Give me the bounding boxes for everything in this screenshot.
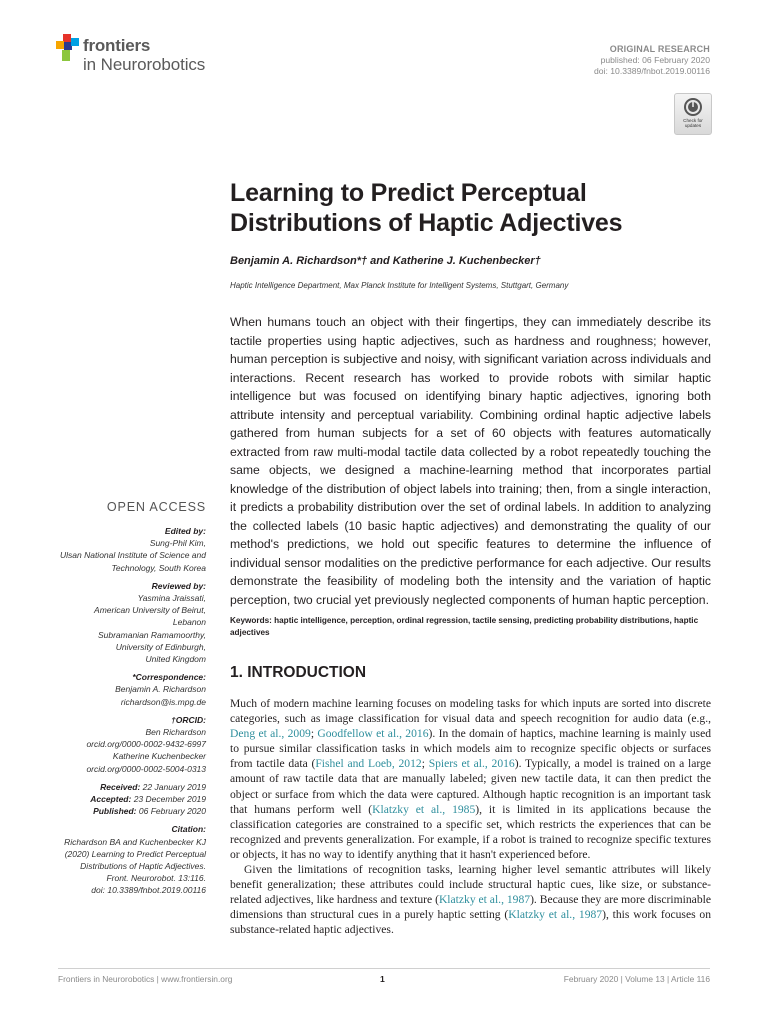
correspondence-list — [0, 683, 206, 707]
orcid-list — [0, 726, 206, 775]
section-heading: 1. INTRODUCTION — [230, 664, 367, 681]
citation-link[interactable]: Fishel and Loeb, 2012 — [315, 757, 422, 771]
correspondence-label: *Correspondence: — [132, 672, 206, 683]
body-paragraph: Much of modern machine learning focuses on modeling tasks for which inputs are sorted into discrete categories, such as image classification for visual data and speech recognition for audio data (e.g., Deng et al., 2009; Goodfellow et al., 2016). In the domain of haptics, machine learning is mainly used to pursue similar classification tasks in which models aim to recognize specific objects or surfaces from tactile data (Fishel and Loeb, 2012; Spiers et al., 2016). Typically, a model is trained on a large amount of raw tactile data that are manually labeled; given new tactile data, it can then predict the object or surface from which the data were captured. Although haptic recognition is an important task that humans perform well (Klatzky et al., 1985), it is limited in its applications because the classification categories are constrained to a specific set, which restricts the experiences that can be recognized and prevents generalization. For example, if a robot is trained to recognize specific textures or objects, it has no way to identify anything that it hasn't experienced before. — [230, 697, 712, 861]
sidebar-line: Richardson BA and Kuchenbecker KJ — [64, 836, 206, 847]
journal-brand: frontiers — [83, 36, 151, 55]
check-for-updates-label: Check for updates — [683, 118, 703, 128]
published-date: published: 06 February 2020 — [600, 55, 710, 65]
sidebar-line: University of Edinburgh, — [115, 641, 206, 652]
sidebar-line: doi: 10.3389/fnbot.2019.00116 — [91, 885, 206, 896]
abstract: When humans touch an object with their fingertips, they can immediately describe its tactile properties using haptic adjectives, such as hardness and roughness; however, human perception is subjective and noisy, with significant variation across individuals and interactions. Recent research has worked to provide robots with similar haptic intelligence but was focused on identifying binary haptic adjectives, ignoring both attribute intensity and perceptual variability. Combining ordinal haptic adjective labels gathered from human subjects for a set of 60 objects with features automatically extracted from raw multi-modal tactile data collected by a robot repeatedly touching the same objects, we designed a machine-learning method that incorporates partial knowledge of the distribution of object labels into training; then, from a single interaction, it predicts a probability distribution over the set of ordinal labels. In addition to analyzing the collected labels (10 basic haptic adjectives) and demonstrating the quality of our method's predictions, we hold out specific features to determine the influence of individual sensor modalities on the predictive performance for each adjective. Our results demonstrate the feasibility of modeling both the intensity and the variation of haptic perception, two crucial yet previously neglected components of human haptic perception. — [230, 315, 711, 607]
article-type: ORIGINAL RESEARCH — [609, 44, 710, 54]
citation-text — [0, 836, 206, 897]
citation-link[interactable]: Deng et al., 2009 — [230, 727, 311, 741]
open-access-label: OPEN ACCESS — [106, 500, 206, 514]
check-for-updates-icon — [683, 97, 703, 117]
received-date: Received: 22 January 2019 — [100, 781, 206, 792]
accepted-date: Accepted: 23 December 2019 — [90, 794, 206, 805]
sidebar-line: orcid.org/0000-0002-5004-0313 — [86, 763, 206, 774]
sidebar-line: richardson@is.mpg.de — [120, 696, 206, 707]
edited-by-label: Edited by: — [164, 526, 206, 536]
citation-link[interactable]: Spiers et al., 2016 — [428, 757, 515, 771]
sidebar-line: United Kingdom — [145, 654, 206, 665]
sidebar-line: Subramanian Ramamoorthy, — [97, 629, 206, 640]
sidebar-line: Yasmina Jraissati, — [137, 593, 206, 604]
sidebar-line: Distributions of Haptic Adjectives. — [80, 861, 206, 872]
footer-divider — [58, 968, 710, 969]
sidebar-line: orcid.org/0000-0002-9432-6997 — [86, 739, 206, 750]
sidebar-line: Front. Neurorobot. 13:116. — [106, 873, 206, 884]
published-date-sidebar: Published: 06 February 2020 — [93, 806, 206, 817]
affiliation: Haptic Intelligence Department, Max Planck Institute for Intelligent Systems, Stuttgart, Germany — [230, 281, 569, 290]
journal-logo[interactable] — [56, 33, 236, 83]
sidebar-line: American University of Beirut, — [94, 605, 206, 616]
citation-link[interactable]: Klatzky et al., 1987 — [438, 893, 531, 907]
journal-section: in Neurorobotics — [83, 55, 206, 74]
orcid-label: †ORCID: — [171, 714, 206, 725]
page-number: 1 — [380, 974, 385, 984]
body-paragraph: Given the limitations of recognition tasks, learning higher level semantic attributes will likely benefit generalization; these attributes could include structural haptic cues, like size, or substance-related adjectives, like hardness and texture (Klatzky et al., 1987). Because they are more discriminable dimensions than structural cues in a purely haptic setting (Klatzky et al., 1987), this work focuses on substance-related haptic adjectives. — [230, 863, 711, 937]
citation-label: Citation: — [171, 824, 206, 835]
reviewed-by-label: Reviewed by: — [151, 580, 206, 591]
sidebar-line: Sung-Phil Kim, — [149, 538, 206, 549]
sidebar-line: Technology, South Korea — [111, 562, 206, 573]
sidebar-line: Ulsan National Institute of Science and — [59, 550, 206, 561]
reviewed-by-list — [0, 592, 206, 665]
sidebar-line: Benjamin A. Richardson — [115, 684, 206, 695]
authors: Benjamin A. Richardson*† and Katherine J. Kuchenbecker† — [230, 255, 541, 267]
article-title: Learning to Predict Perceptual Distributions of Haptic Adjectives — [230, 179, 623, 237]
doi-link[interactable]: doi: 10.3389/fnbot.2019.00116 — [594, 66, 710, 76]
frontiers-logo-icon — [56, 34, 80, 62]
edited-by-list — [0, 537, 206, 574]
sidebar-line: Lebanon — [172, 617, 206, 628]
keywords: Keywords: haptic intelligence, perception, ordinal regression, tactile sensing, predicting probability distributions, haptic adjectives — [230, 616, 699, 637]
article-info-sidebar — [0, 525, 206, 897]
footer-issue-info: February 2020 | Volume 13 | Article 116 — [563, 974, 710, 984]
footer-journal-link[interactable]: Frontiers in Neurorobotics | www.frontiersin.org — [58, 974, 233, 984]
sidebar-line: (2020) Learning to Predict Perceptual — [64, 848, 206, 859]
sidebar-line: Katherine Kuchenbecker — [112, 751, 206, 762]
check-for-updates-button[interactable] — [674, 93, 712, 135]
citation-link[interactable]: Goodfellow et al., 2016 — [317, 727, 429, 741]
citation-link[interactable]: Klatzky et al., 1987 — [508, 908, 603, 922]
citation-link[interactable]: Klatzky et al., 1985 — [372, 802, 476, 816]
sidebar-line: Ben Richardson — [145, 727, 206, 738]
